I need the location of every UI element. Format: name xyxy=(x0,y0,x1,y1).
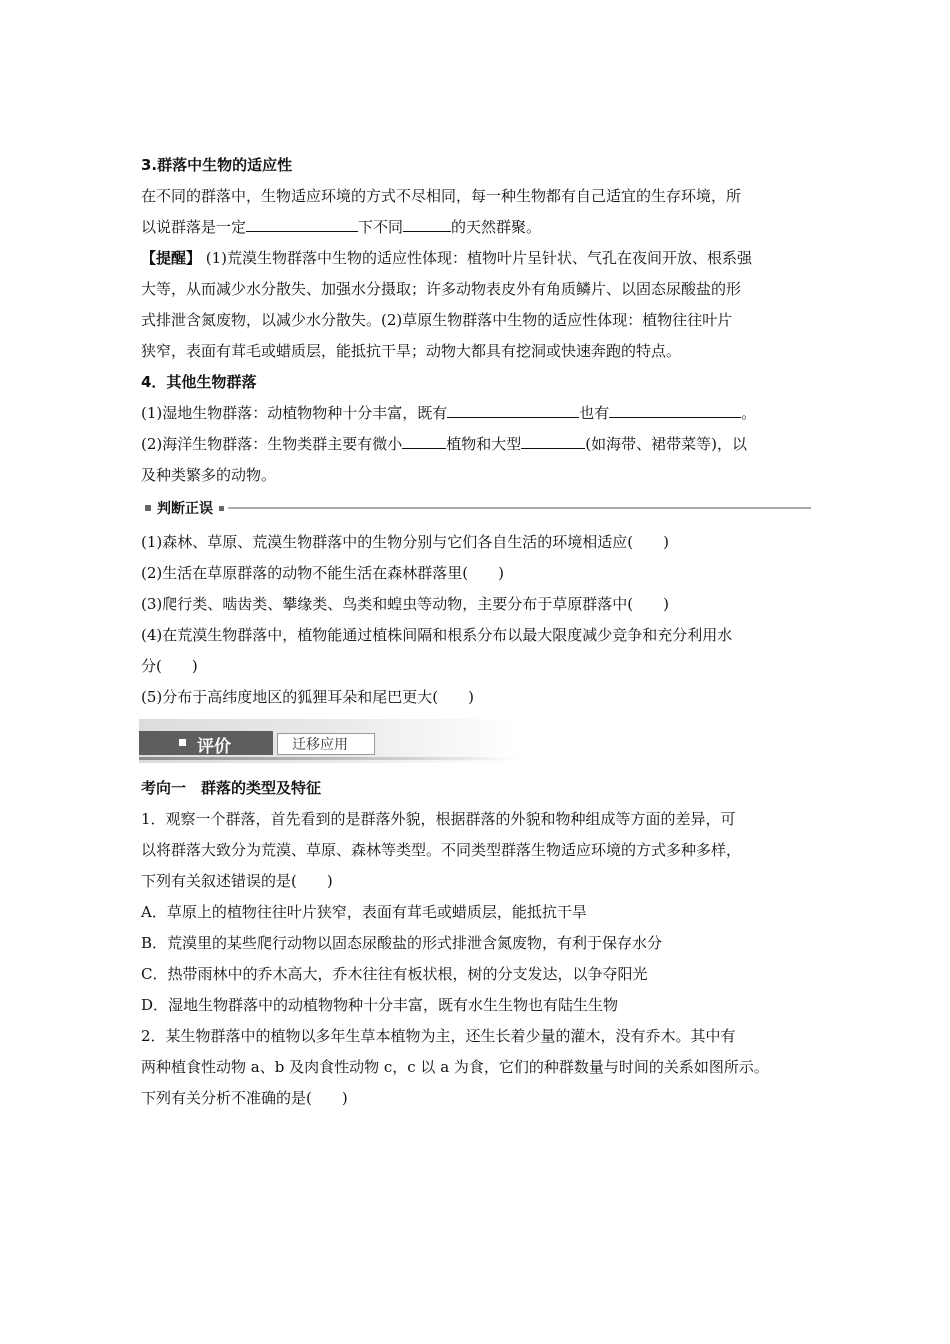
option-a: A．草原上的植物往往叶片狭窄，表面有茸毛或蜡质层，能抵抗干旱 xyxy=(141,903,587,921)
text-fragment: (1)湿地生物群落：动植物物种十分丰富，既有 xyxy=(141,404,448,422)
text-fragment: 下不同 xyxy=(358,218,404,236)
question-1-line: 以将群落大致分为荒漠、草原、森林等类型。不同类型群落生物适应环境的方式多种多样， xyxy=(141,841,742,859)
judge-label: 判断正误 xyxy=(157,501,213,517)
judge-item: (2)生活在草原群落的动物不能生活在森林群落里( ) xyxy=(141,564,504,582)
option-b: B．荒漠里的某些爬行动物以固态尿酸盐的形式排泄含氮废物，有利于保存水分 xyxy=(141,934,663,952)
tip-line: 狭窄，表面有茸毛或蜡质层，能抵抗干旱；动物大都具有挖洞或快速奔跑的特点。 xyxy=(141,342,682,360)
question-1-line: 下列有关叙述错误的是( ) xyxy=(141,872,333,890)
ocean-fill-line xyxy=(141,429,811,460)
fill-blank[interactable] xyxy=(521,430,585,449)
question-2-line: 两种植食性动物 a、b 及肉食性动物 c，c 以 a 为食，它们的种群数量与时间的关系如图所示。 xyxy=(141,1058,769,1076)
section-4-title: 4．其他生物群落 xyxy=(141,373,257,391)
tip-line xyxy=(141,243,811,274)
text-fragment: (如海带、裙带菜等)，以 xyxy=(585,435,747,453)
section-3-title: 3.群落中生物的适应性 xyxy=(141,156,293,174)
text-fragment: 以说群落是一定 xyxy=(141,218,247,236)
banner-underline xyxy=(139,757,519,760)
text-fragment: 也有 xyxy=(579,404,610,422)
banner-sub-label: 迁移应用 xyxy=(292,737,348,753)
question-1-line: 1．观察一个群落，首先看到的是群落外貌，根据群落的外貌和物种组成等方面的差异，可 xyxy=(141,810,736,828)
judge-header xyxy=(141,495,811,521)
square-bullet-icon xyxy=(179,739,186,746)
question-2-line: 下列有关分析不准确的是( ) xyxy=(141,1089,348,1107)
tip-line: 式排泄含氮废物，以减少水分散失。(2)草原生物群落中生物的适应性体现：植物往往叶片 xyxy=(141,311,733,329)
banner-main-label: 评价 xyxy=(197,737,231,757)
tip-line: 大等，从而减少水分散失、加强水分摄取；许多动物表皮外有角质鳞片、以固态尿酸盐的形 xyxy=(141,280,742,298)
wetland-fill-line xyxy=(141,398,811,429)
fill-blank[interactable] xyxy=(402,430,446,449)
fill-blank[interactable] xyxy=(447,399,579,418)
judge-item: (1)森林、草原、荒漠生物群落中的生物分别与它们各自生活的环境相适应( ) xyxy=(141,533,669,551)
judge-item: (5)分布于高纬度地区的狐狸耳朵和尾巴更大( ) xyxy=(141,688,474,706)
fill-blank[interactable] xyxy=(403,213,451,232)
option-d: D．湿地生物群落中的动植物物种十分丰富，既有水生生物也有陆生生物 xyxy=(141,996,619,1014)
option-c: C．热带雨林中的乔木高大，乔木往往有板状根，树的分支发达，以争夺阳光 xyxy=(141,965,648,983)
tip-text: (1)荒漠生物群落中生物的适应性体现：植物叶片呈针状、气孔在夜间开放、根系强 xyxy=(201,249,753,267)
text-fragment: 植物和大型 xyxy=(446,435,522,453)
direction-title: 考向一 群落的类型及特征 xyxy=(141,779,322,797)
square-bullet-icon xyxy=(219,506,224,511)
square-bullet-icon xyxy=(145,505,151,511)
evaluation-banner xyxy=(139,719,519,763)
ocean-line-cont: 及种类繁多的动物。 xyxy=(141,466,277,484)
question-2-line: 2．某生物群落中的植物以多年生草本植物为主，还生长着少量的灌木，没有乔木。其中有 xyxy=(141,1027,736,1045)
tip-tag: 【提醒】 xyxy=(141,249,202,267)
section-3-paragraph-line: 在不同的群落中，生物适应环境的方式不尽相同，每一种生物都有自己适宜的生存环境，所 xyxy=(141,187,742,205)
fill-blank[interactable] xyxy=(609,399,741,418)
judge-item: 分( ) xyxy=(141,657,198,675)
text-fragment: (2)海洋生物群落：生物类群主要有微小 xyxy=(141,435,403,453)
divider xyxy=(228,507,811,509)
judge-item: (4)在荒漠生物群落中，植物能通过植株间隔和根系分布以最大限度减少竞争和充分利用水 xyxy=(141,626,733,644)
judge-item: (3)爬行类、啮齿类、攀缘类、鸟类和蝗虫等动物，主要分布于草原群落中( ) xyxy=(141,595,669,613)
section-3-fill-line xyxy=(141,212,811,243)
document-page xyxy=(141,150,811,1114)
banner-sub-tab xyxy=(277,733,375,755)
text-fragment: 。 xyxy=(741,404,757,422)
fill-blank[interactable] xyxy=(246,213,358,232)
banner-main-tab xyxy=(139,731,273,755)
text-fragment: 的天然群聚。 xyxy=(451,218,542,236)
